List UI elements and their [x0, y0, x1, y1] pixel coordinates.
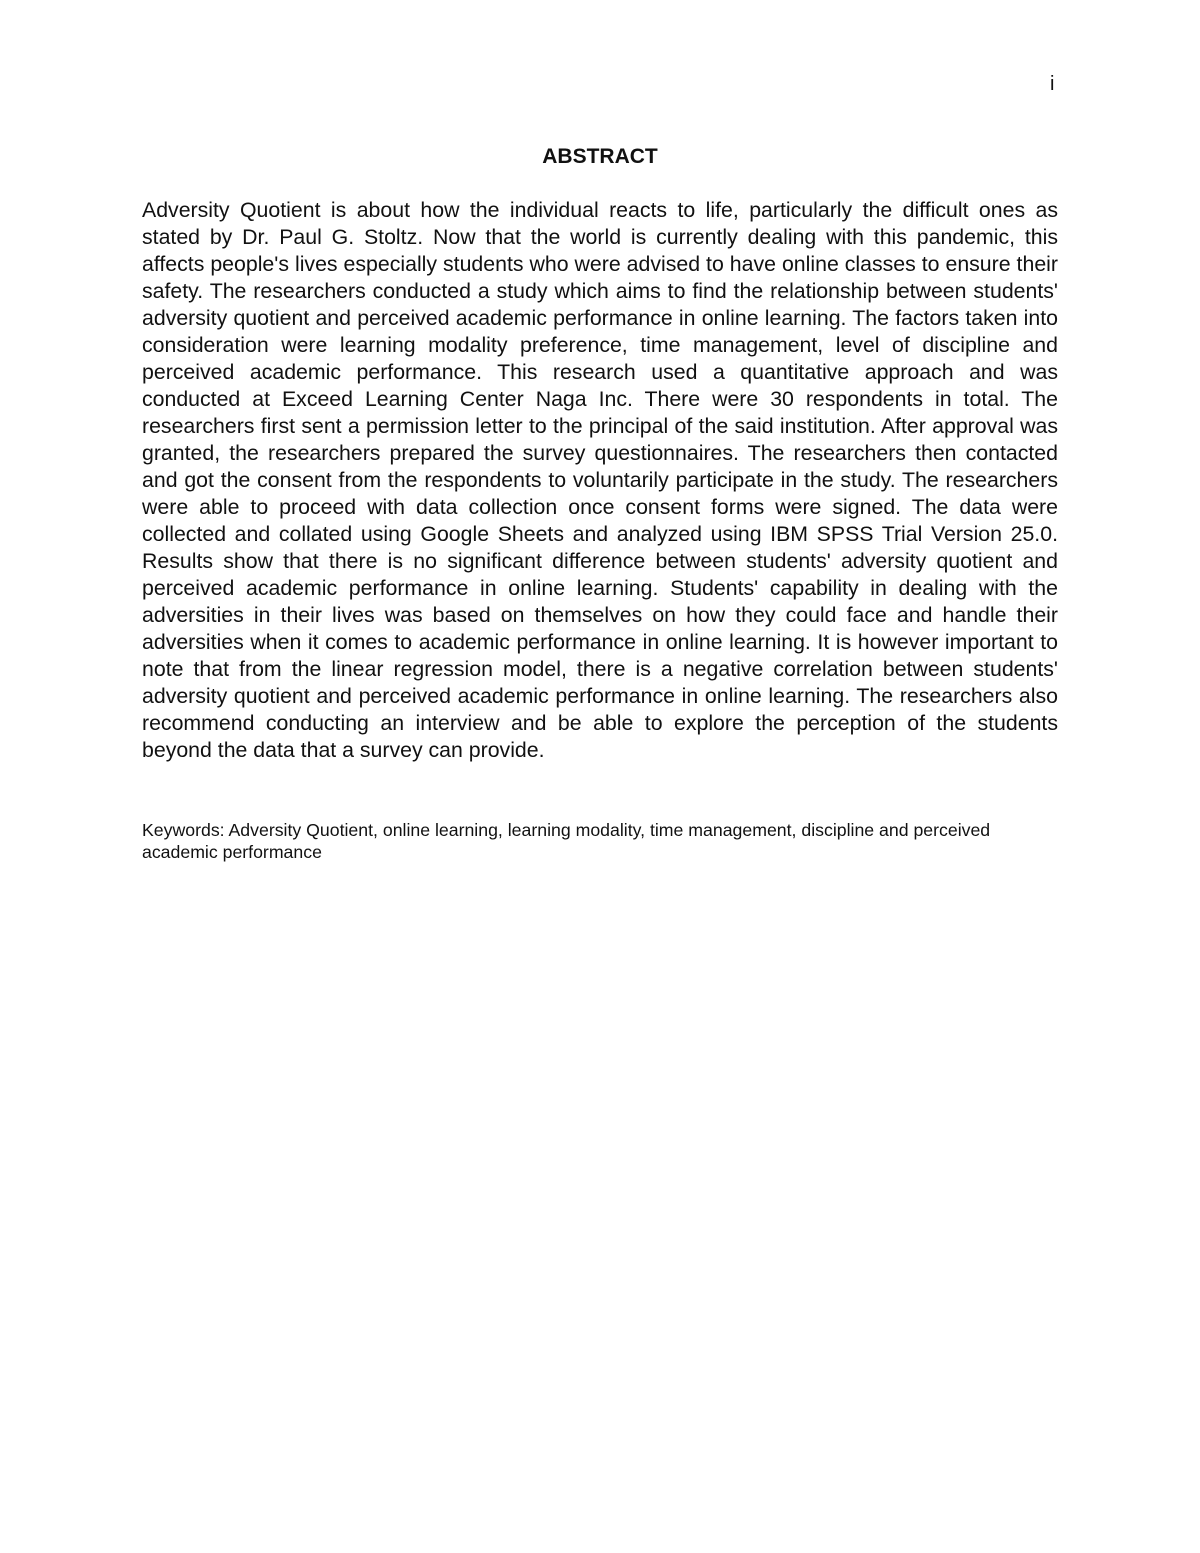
abstract-heading: ABSTRACT: [542, 145, 658, 168]
abstract-paragraph: Adversity Quotient is about how the individual reacts to life, particularly the difficult ones as stated by Dr. Paul G. Stoltz. Now that the world is currently dealing with this pandemic, this affects people's lives especially students who were advised to have online classes to ensure their safety. The researchers conducted a study which aims to find the relationship between students' adversity quotient and perceived academic performance in online learning. The factors taken into consideration were learning modality preference, time management, level of discipline and perceived academic performance. This research used a quantitative approach and was conducted at Exceed Learning Center Naga Inc. There were 30 respondents in total. The researchers first sent a permission letter to the principal of the said institution. After approval was granted, the researchers prepared the survey questionnaires. The researchers then contacted and got the consent from the respondents to voluntarily participate in the study. The researchers were able to proceed with data collection once consent forms were signed. The data were collected and collated using Google Sheets and analyzed using IBM SPSS Trial Version 25.0. Results show that there is no significant difference between students' adversity quotient and perceived academic performance in online learning. Students' capability in dealing with the adversities in their lives was based on themselves on how they could face and handle their adversities when it comes to academic performance in online learning. It is however important to note that from the linear regression model, there is a negative correlation between students' adversity quotient and perceived academic performance in online learning. The researchers also recommend conducting an interview and be able to explore the perception of the students beyond the data that a survey can provide.: [142, 198, 1058, 762]
keywords-line: Keywords: Adversity Quotient, online learning, learning modality, time management, discipline and perceived academic performance: [142, 820, 991, 862]
page-number: i: [1050, 73, 1055, 95]
